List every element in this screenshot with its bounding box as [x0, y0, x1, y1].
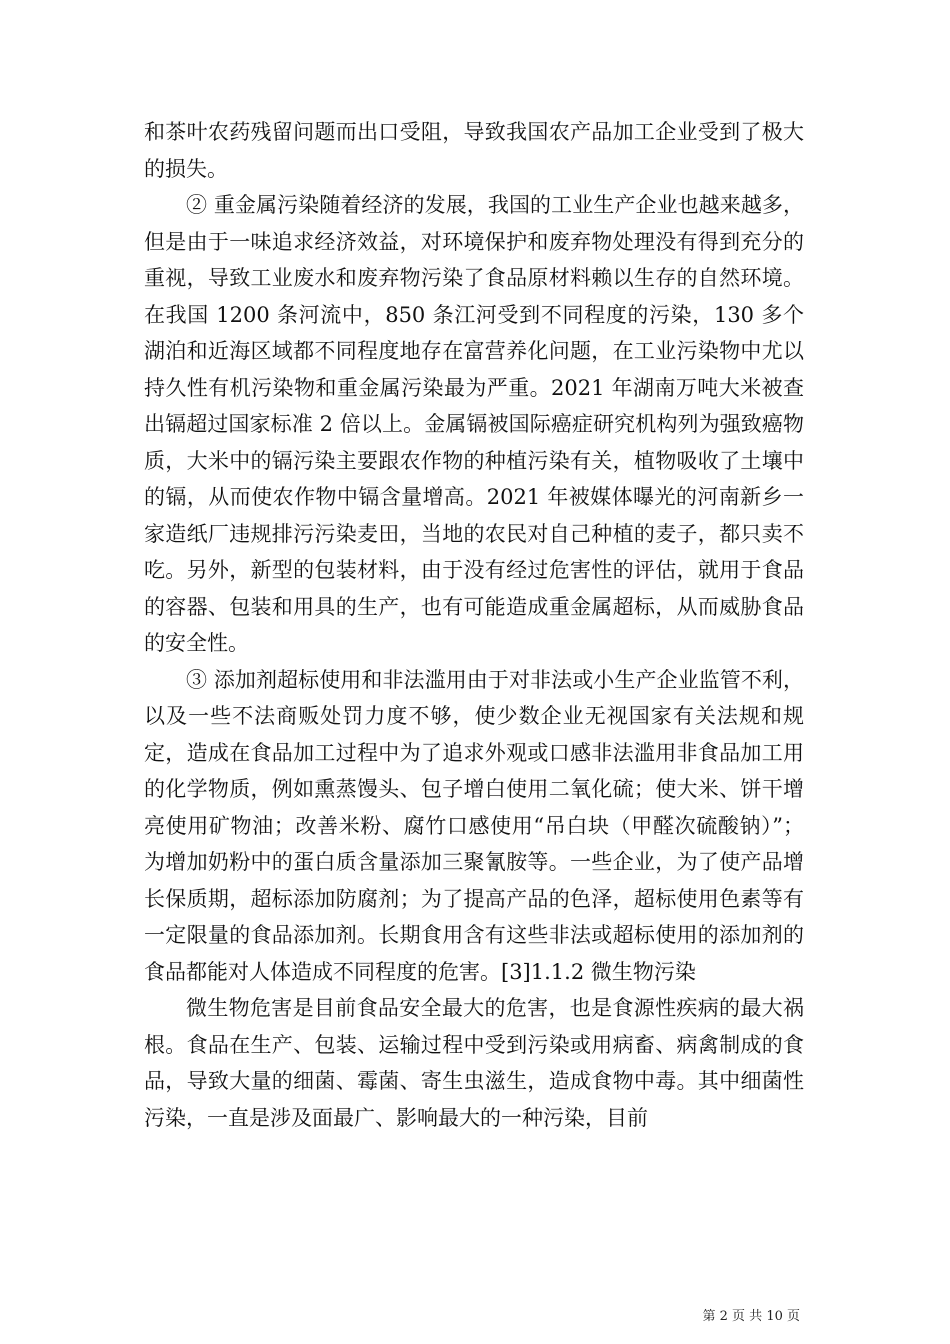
document-body [144, 114, 804, 1136]
paragraph-microbial: 微生物危害是目前食品安全最大的危害，也是食源性疾病的最大祸根。食品在生产、包装、运输过程中受到污染或用病畜、病禽制成的食品，导致大量的细菌、霉菌、寄生虫滋生，造成食物中毒。其中细菌性污染，一直是涉及面最广、影响最大的一种污染，目前 [144, 996, 804, 1130]
paragraph-additives: ③ 添加剂超标使用和非法滥用由于对非法或小生产企业监管不利，以及一些不法商贩处罚力度不够，使少数企业无视国家有关法规和规定，造成在食品加工过程中为了追求外观或口感非法滥用非食品加工用的化学物质，例如熏蒸馒头、包子增白使用二氧化硫；使大米、饼干增亮使用矿物油；改善米粉、腐竹口感使用“吊白块（甲醛次硫酸钠）”；为增加奶粉中的蛋白质含量添加三聚氰胺等。一些企业，为了使产品增长保质期，超标添加防腐剂；为了提高产品的色泽，超标使用色素等有一定限量的食品添加剂。长期食用含有这些非法或超标使用的添加剂的食品都能对人体造成不同程度的危害。[3]1.1.2 微生物污染 [144, 667, 804, 984]
paragraph-heavy-metal: ② 重金属污染随着经济的发展，我国的工业生产企业也越来越多，但是由于一味追求经济效益，对环境保护和废弃物处理没有得到充分的重视，导致工业废水和废弃物污染了食品原材料赖以生存的自然环境。在我国 1200 条河流中，850 条江河受到不同程度的污染，130 多个湖泊和近海区域都不同程度地存在富营养化问题，在工业污染物中尤以持久性有机污染物和重金属污染最为严重。2021 年湖南万吨大米被查出镉超过国家标准 2 倍以上。金属镉被国际癌症研究机构列为强致癌物质，大米中的镉污染主要跟农作物的种植污染有关，植物吸收了土壤中的镉，从而使农作物中镉含量增高。2021 年被媒体曝光的河南新乡一家造纸厂违规排污污染麦田，当地的农民对自己种植的麦子，都只卖不吃。另外，新型的包装材料，由于没有经过危害性的评估，就用于食品的容器、包装和用具的生产，也有可能造成重金属超标，从而威胁食品的安全性。 [144, 193, 804, 655]
page-number: 第 2 页 共 10 页 [702, 1309, 800, 1324]
paragraph-continuation: 和茶叶农药残留问题而出口受阻，导致我国农产品加工企业受到了极大的损失。 [144, 120, 804, 181]
